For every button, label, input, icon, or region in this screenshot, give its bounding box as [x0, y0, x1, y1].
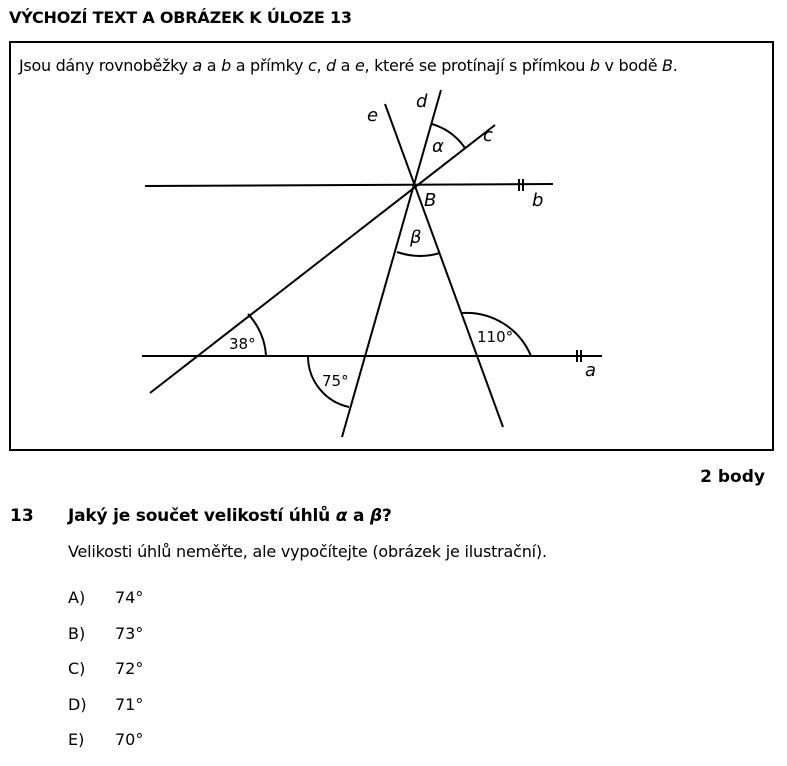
label-a: a	[585, 360, 597, 381]
option-value: 73°	[115, 623, 144, 643]
angle-38-label: 38°	[229, 335, 256, 353]
label-alpha: α	[432, 136, 444, 157]
option-value: 70°	[115, 730, 144, 749]
label-e: e	[367, 105, 379, 126]
angle-75-label: 75°	[322, 372, 349, 390]
line-e	[385, 104, 503, 427]
option-letter: D)	[68, 694, 87, 714]
intro-text: Jsou dány rovnoběžky a a b a přímky c, d a e, které se protínají s přímkou b v bodě B.	[19, 56, 678, 75]
option-letter: C)	[68, 659, 86, 678]
option-value: 74°	[115, 588, 144, 607]
points-label: 2 body	[700, 467, 765, 487]
line-d	[342, 90, 441, 437]
question-number: 13	[10, 506, 34, 526]
question-text: Jaký je součet velikostí úhlů α a β?	[68, 506, 392, 526]
section-heading: VÝCHOZÍ TEXT A OBRÁZEK K ÚLOZE 13	[9, 8, 352, 27]
option-letter: E)	[68, 730, 85, 749]
question-hint: Velikosti úhlů neměřte, ale vypočítejte (obrázek je ilustrační).	[68, 542, 547, 561]
label-d: d	[416, 91, 428, 112]
option-letter: B)	[68, 623, 86, 643]
label-c: c	[483, 125, 493, 146]
angle-110-label: 110°	[477, 328, 514, 346]
line-b	[145, 184, 553, 186]
line-c	[150, 125, 495, 393]
arc-beta	[397, 252, 440, 256]
option-value: 71°	[115, 694, 144, 714]
option-value: 72°	[115, 659, 144, 678]
label-b: b	[532, 190, 544, 211]
label-point-B: B	[424, 190, 437, 211]
label-beta: β	[410, 227, 422, 248]
option-letter: A)	[68, 588, 86, 607]
